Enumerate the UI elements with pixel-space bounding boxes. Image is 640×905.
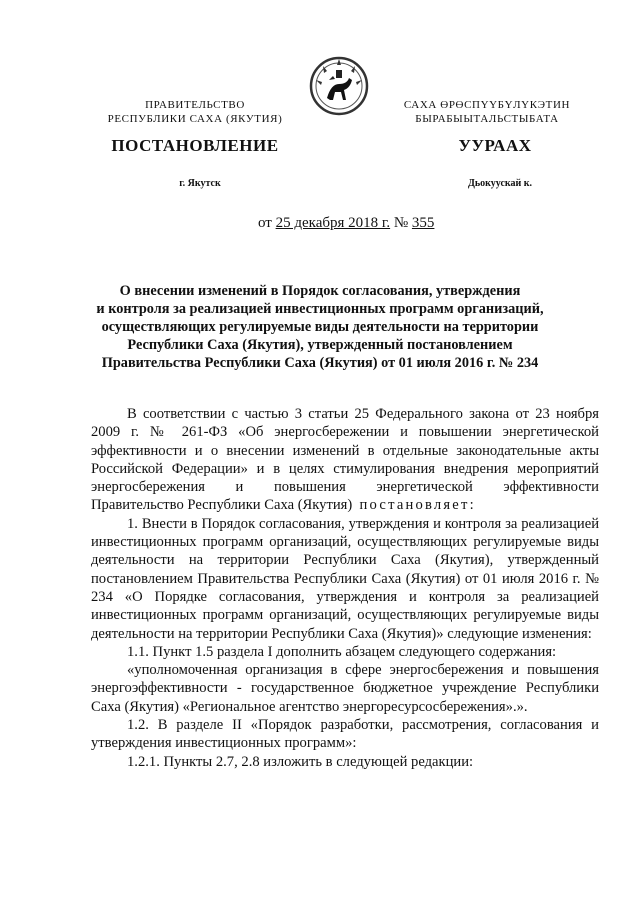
document-body [91,405,599,771]
body-paragraph-resolution [91,496,599,514]
document-number: 355 [411,215,435,231]
document-date: 25 декабря 2018 г. [275,215,391,231]
right-org-line2: БЫРАБЫЫТАЛЬСТЫБАТА [415,113,559,125]
body-paragraph: 1. Внести в Порядок согласования, утверждения и контроля за реализацией инвестиционных программ организаций, осуществляющих регулируемые виды деятельности на территории Республики Саха (Якутия), утвержденный постановлением Правительства Республики Саха (Якутия) от 01 июля 2016 г. № 234 «О Порядке согласования, утверждения и контроля за реализацией инвестиционных программ организаций, осуществляющих регулируемые виды деятельности на территории Республики Саха (Якутия)» следующие изменения: [91,515,599,642]
right-doc-type: УУРААХ [458,136,532,155]
title-line: и контроля за реализацией инвестиционных программ организаций, [96,301,544,317]
resolution-verb: постановляет: [359,497,476,514]
left-org-name [95,98,295,126]
date-line [258,215,458,232]
body-paragraph: «уполномоченная организация в сфере энергосбережения и повышения энергоэффективности - государственное бюджетное учреждение Республики Саха (Якутия) «Региональное агентство энергоресурсосбережения».». [91,662,599,715]
right-org-line1: САХА ӨРӨСПҮҮБҮЛҮКЭТИН [403,99,571,111]
left-org-line2: РЕСПУБЛИКИ САХА (ЯКУТИЯ) [107,113,283,125]
left-city: г. Якутск [179,178,221,189]
left-org-line1: ПРАВИТЕЛЬСТВО [145,99,245,111]
resolution-subject: Правительство Республики Саха (Якутия) [91,497,353,514]
left-doc-type: ПОСТАНОВЛЕНИЕ [111,136,279,155]
number-sign: № [393,215,409,231]
title-line: Республики Саха (Якутия), утвержденный постановлением [127,337,513,353]
body-paragraph: 1.2.1. Пункты 2.7, 2.8 изложить в следующей редакции: [127,753,474,770]
body-paragraph: 1.1. Пункт 1.5 раздела I дополнить абзацем следующего содержания: [127,643,557,660]
emblem-icon [309,54,369,118]
right-city: Дьокуускай к. [467,178,533,189]
body-paragraph: В соответствии с частью 3 статьи 25 Федерального закона от 23 ноября 2009 г. № 261-ФЗ «Об энергосбережении и повышении энергетической эффективности и о внесении изменений в отдельные законодательные акты Российской Федерации» и в целях стимулирования внедрения мероприятий энергосбережения и повышения энергетической эффективности [91,406,599,496]
date-prefix: от [258,215,272,231]
title-line: О внесении изменений в Порядок согласования, утверждения [119,283,521,299]
title-line: осуществляющих регулируемые виды деятельности на территории [101,319,539,335]
title-line: Правительства Республики Саха (Якутия) от 01 июля 2016 г. № 234 [101,355,539,371]
body-paragraph: 1.2. В разделе II «Порядок разработки, рассмотрения, согласования и утверждения инвестиционных программ»: [91,717,599,752]
right-org-name [382,98,592,126]
coat-of-arms-emblem [309,54,369,118]
document-title [80,282,560,372]
